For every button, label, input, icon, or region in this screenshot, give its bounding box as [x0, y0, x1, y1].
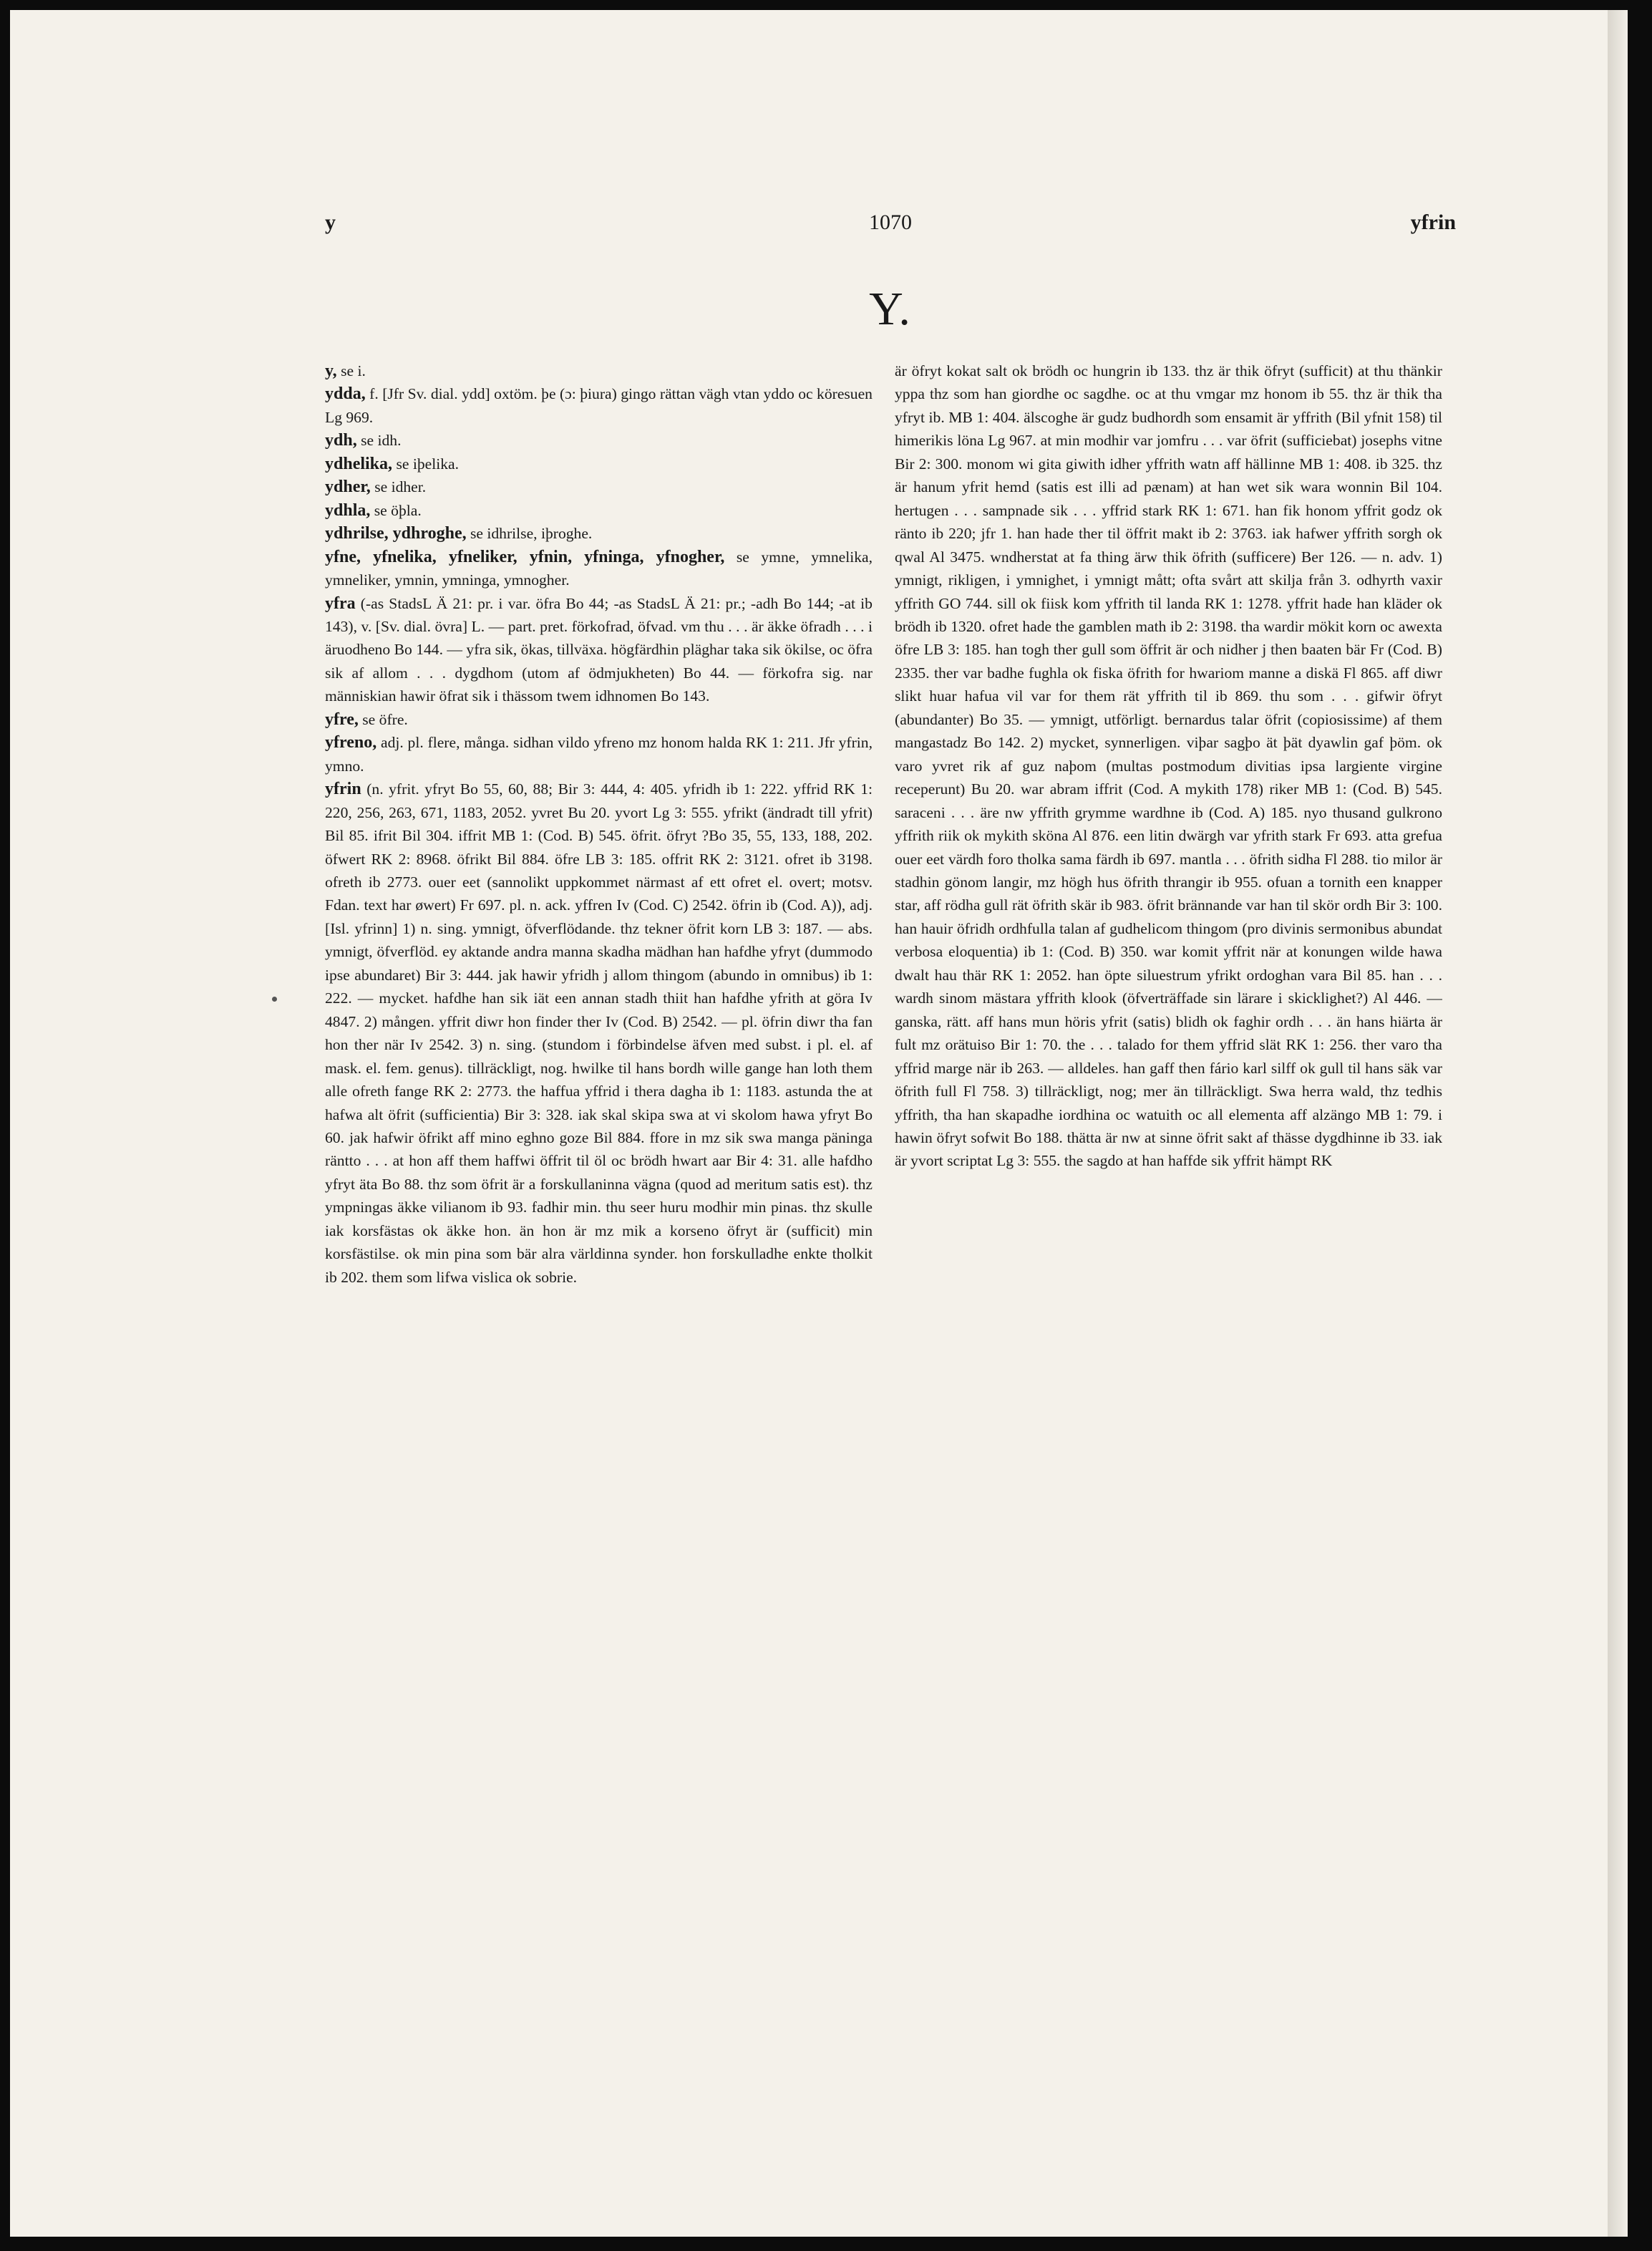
entry-body: (-as StadsL Ä 21: pr. i var. öfra Bo 44; -as StadsL Ä 21: pr.; -adh Bo 144; -at ib 143), v. [Sv. dial. övra] L. — part. pret. förkofrad, öfvad. vm thu . . . är äkke öfradh . . . i äruodheno Bo 144. — yfra sik, ökas, tillväxa. högfärdhin pläghar taka sik ökilse, oc öfra sik af allom . . . dygdhom (utom af ödmjukheten) Bo 44. — förkofra sig. nar människian hawir öfrat sik i thässom twem idhnomen Bo 143.	[325, 594, 873, 705]
margin-dot	[272, 997, 277, 1002]
entry-headword: yfrin	[325, 780, 361, 799]
left-column	[325, 359, 873, 2192]
page-edge	[1608, 10, 1628, 2237]
entry-body: f. [Jfr Sv. dial. ydd] oxtöm. þe (ɔ: þiura) gingo rättan vägh vtan yddo oc köresuen Lg 969.	[325, 385, 873, 426]
entry-headword: yfne, yfnelika, yfneliker, yfnin, yfninga, yfnogher,	[325, 547, 725, 566]
entry-body: se idher.	[374, 478, 427, 496]
entry-body: se idhrilse, iþroghe.	[470, 525, 593, 543]
dictionary-entry	[325, 359, 873, 382]
dictionary-entry	[325, 731, 873, 778]
dictionary-entry	[325, 452, 873, 475]
entry-body: se iþelika.	[396, 455, 459, 473]
running-head	[325, 210, 1456, 242]
page	[10, 10, 1628, 2237]
dictionary-entry	[325, 475, 873, 498]
entry-headword: yfra	[325, 594, 356, 613]
page-number: 1070	[869, 210, 912, 234]
entry-headword: ydhrilse, ydhroghe,	[325, 524, 467, 543]
dictionary-entry	[325, 499, 873, 522]
dictionary-entry	[325, 546, 873, 592]
section-letter: Y.	[869, 283, 912, 335]
dictionary-entry	[325, 429, 873, 452]
entry-headword: ydda,	[325, 384, 366, 404]
dictionary-entry	[325, 778, 873, 1289]
entry-headword: y,	[325, 362, 337, 380]
dictionary-entry	[325, 382, 873, 429]
dictionary-entry	[325, 708, 873, 731]
right-column	[895, 359, 1442, 2192]
entry-body: se öfre.	[362, 710, 408, 728]
entry-headword: ydhelika,	[325, 454, 393, 473]
entry-headword: ydher,	[325, 478, 371, 497]
entry-body: se öþla.	[374, 501, 422, 519]
entry-body: se i.	[341, 362, 366, 379]
entry-body: se ymne, ymnelika, ymneliker, ymnin, ymninga, ymnogher.	[325, 548, 873, 589]
entry-headword: yfre,	[325, 710, 359, 729]
running-head-right: yfrin	[1410, 210, 1456, 234]
dictionary-entry	[325, 592, 873, 708]
entry-headword: ydhla,	[325, 500, 371, 520]
entry-headword: ydh,	[325, 431, 357, 450]
entry-body: se idh.	[361, 432, 402, 450]
entry-body: adj. pl. flere, många. sidhan vildo yfreno mz honom halda RK 1: 211. Jfr yfrin, ymno.	[325, 734, 873, 775]
entry-headword: yfreno,	[325, 733, 377, 752]
entry-continuation: är öfryt kokat salt ok brödh oc hungrin ib 133. thz är thik öfryt (sufficit) at thu thänkir yppa thz som han giordhe oc sagdhe. oc at thu vmgar mz honom ib 55. thz är thik tha yfryt ib. MB 1: 404. älscoghe är gudz budhordh som ensamit är yffrith (Bil yfnit 158) til himerikis löna Lg 967. at min modhir var jomfru . . . var öfrit (sufficiebat) josephs vitne Bir 2: 300. monom wi gita giwith idher yffrith watn aff hällinne MB 1: 408. ib 325. thz är hanum yfrit hemd (satis est illi ad pænam) at han wet sik wara wonnin Bil 104. hertugen . . . sampnade sik . . . yffrid stark RK 1: 671. han fik honom yffrit godz ok ränto ib 220; jfr 1. han hade ther til öffrit makt ib 2: 3763. iak hafwer yffrith sorgh ok qwal Al 3475. wndherstat at fa thing ärw thik öfrith (sufficere) Ber 126. — n. adv. 1) ymnigt, rikligen, i ymnighet, i ymnigt mått; ofta svårt att skilja från 3. odhyrth vaxir yffrith GO 744. sill ok fiisk kom yffrith til landa RK 1: 1278. yffrit hade han kläder ok brödh ib 1320. ofret hade the gamblen math ib 2: 3198. tha wardir mökit korn oc awexta öfre LB 3: 185. han togh ther gull som öffrit är och nidher j then baaten bär Fr (Cod. B) 2335. ther var badhe fughla ok fiska öfrith for hwariom manne a diskä Fl 865. aff diwr slikt huar hafua vil var for them rät yffrith til ib 869. thu som . . . gifwir öfryt (abundanter) Bo 35. — ymnigt, utförligt. bernardus talar öfrit (copiosissime) af them mangastadz Bo 142. 2) mycket, synnerligen. viþar sagþo ät þät dyawlin gaf þöm. ok varo yvret rik af guz naþom (multas postmodum divitias ipsa largiente virgine receperunt) Bu 20. war abram iffrit (Cod. A mykith 178) riker MB 1: (Cod. B) 545. saraceni . . . äre nw yffrith grymme wardhne ib (Cod. A) 185. nyo thusand gulkrono yffrith riik ok mykith sköna Al 876. een litin dwärgh var yfrith stark Fr 693. atta grefua ouer eet värdh foro tholka sama färdh ib 697. mantla . . . öfrith sidha Fl 288. tio milor är stadhin gönom langir, mz högh hus öfrith thrangir ib 955. ofuan a tornith een knapper star, aff rödha gull rät öfrith skär ib 983. öfrit brännande var han til skör ordh Bir 3: 100. han hauir öfridh ordhfulla talan af gudhelicom thingom (pro divinis sermonibus abundat verbosa eloquentia) ib 1: (Cod. B) 350. war komit yffrit när at konungen wilde hawa dwalt hau thär RK 1: 2052. han öpte siluestrum yfrikt ordoghan vara Bil 85. han . . . wardh sinom mästara yffrith klook (öfverträffade sin lärare i skicklighet?) Al 446. — ganska, rätt. aff hans mun höris yfrit (satis) blidh ok faghir ordh . . . än hans hiärta är fult mz orätuiso Bir 1: 70. the . . . talado for them yffrid slät RK 1: 256. ther varo tha yffrid marge när ib 263. — alldeles. han gaff then fário karl silff ok gull til hans säk var öfrith full Fl 758. 3) tillräckligt, nog; mer än tillräckligt. Swa herra wald, thz tedhis yffrith, tha han skapadhe iordhina oc watuith oc all elementa aff alzängo MB 1: 79. i hawin öfryt sofwit Bo 188. thätta är nw at sinne öfrit sakt af thässe dygdhinne ib 33. iak är yvort scriptat Lg 3: 555. the sagdo at han haffde sik yffrit hämpt RK	[895, 362, 1442, 1170]
dictionary-entry	[325, 522, 873, 545]
running-head-left: y	[325, 210, 336, 234]
entry-body: (n. yfrit. yfryt Bo 55, 60, 88; Bir 3: 444, 4: 405. yfridh ib 1: 222. yffrid RK 1: 220, 256, 263, 671, 1183, 2052. yvret Bu 20. yvort Lg 3: 555. yfrikt (ändradt till yfrit) Bil 85. ifrit Bil 304. iffrit MB 1: (Cod. B) 545. öfrit. öfryt ?Bo 35, 55, 133, 188, 202. öfwert RK 2: 8968. öfrikt Bil 884. öfre LB 3: 185. offrit RK 2: 3121. ofret ib 3198. ofreth ib 2773. ouer eet (sannolikt uppkommet närmast af ett ofret el. overt; motsv. Fdan. text har øwert) Fr 697. pl. n. ack. yffren Iv (Cod. C) 2542. öfrin ib (Cod. A)), adj. [Isl. yfrinn] 1) n. sing. ymnigt, öfverflödande. thz tekner öfrit korn LB 3: 187. — abs. ymnigt, öfverflöd. ey aktande andra manna skadha mädhan han hafdhe yfryt (dummodo ipse abundaret) Bir 3: 444. jak hawir yfridh j allom thingom (abundo in omnibus) ib 1: 222. — mycket. hafdhe han sik iät een annan stadh thiit han hafdhe yfrith at göra Iv 4847. 2) mången. yffrit diwr hon finder ther Iv (Cod. B) 2542. — pl. öfrin diwr tha fan hon ther när Iv 2542. 3) n. sing. (stundom i förbindelse äfven med subst. i pl. el. af mask. el. fem. genus). tillräckligt, nog. hwilke til hans bordh wille gange han loth them alle ofreth fange RK 2: 2773. the haffua yffrid i thera dagha ib 1: 1183. astunda the at hafwa alt öfrit (sufficientia) Bir 3: 328. iak skal skipa swa at vi skolom hawa yfryt Bo 60. jak hafwir öfrikt aff mino eghno goze Bil 884. ffore in mz sik swa manga päninga räntto . . . at hon aff them haffwi öffrit til öl oc brödh hwart aar Bir 4: 31. alle hafdho yfryt äta Bo 88. thz som öfrit är a forskullaninna vägna (quod ad meritum satis est). thz ympningas äkke vilianom ib 93. fadhir min. thu seer huru modhir min pinas. thz skulle iak korsfästas ok äkke hon. än hon är mz mik a korseno öfryt är (sufficit) min korsfästilse. ok min pina som bär alra världinna synder. hon forskulladhe enkte tholkit ib 202. them som lifwa vislica ok sobrie.	[325, 780, 873, 1286]
